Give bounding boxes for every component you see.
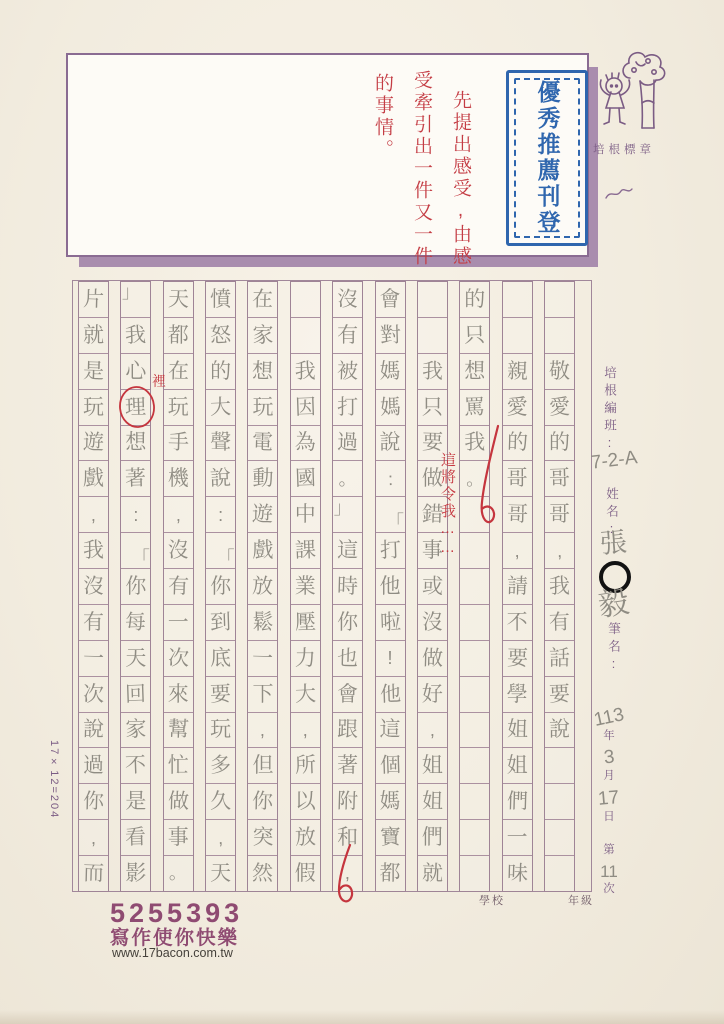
grid-cell (460, 676, 489, 712)
grid-cell: 幫 (164, 712, 193, 748)
grid-column-6 (332, 281, 363, 892)
grid-cell: 一 (79, 640, 108, 676)
grid-cell (503, 317, 532, 353)
grid-column-11 (120, 281, 151, 892)
grid-left-rule (72, 280, 73, 892)
grid-column-10 (163, 281, 194, 892)
grid-cell (291, 282, 320, 317)
red-insertion-text: 這將令我…… (439, 452, 456, 558)
grid-cell: 戲 (79, 460, 108, 496)
grid-cell: 不 (121, 747, 150, 783)
grid-cell: 姐 (418, 747, 447, 783)
grid-cell: 大 (291, 676, 320, 712)
bacon-badge-label: 培根標章 (593, 144, 655, 156)
grid-cell: 天 (121, 640, 150, 676)
grid-cell: 你 (79, 783, 108, 819)
grid-column-4 (417, 281, 448, 892)
grid-cell: 時 (333, 568, 362, 604)
teacher-comment-line-3: 的事情。 (372, 73, 393, 161)
grid-cell: 做 (418, 460, 447, 496)
grid-cell: 要 (545, 676, 574, 712)
grid-cell: 話 (545, 640, 574, 676)
grid-cell (460, 819, 489, 855)
grid-cell: 他 (376, 568, 405, 604)
name-label: 姓名: (604, 487, 619, 541)
grid-cell: 一 (248, 640, 277, 676)
grid-cell (545, 819, 574, 855)
grid-cell: 影 (121, 855, 150, 891)
grid-cell: 有 (545, 604, 574, 640)
grid-column-2 (502, 281, 533, 892)
grid-cell: 我 (291, 353, 320, 389)
footer-slogan: 寫作使你快樂 (110, 927, 240, 949)
grid-cell: 著 (333, 747, 362, 783)
grid-cell: 但 (248, 747, 277, 783)
grid-cell: 「 (121, 532, 150, 568)
grid-cell: 一 (503, 819, 532, 855)
grid-cell (460, 855, 489, 891)
grid-cell: 著 (121, 460, 150, 496)
red-correction-char: 裡 (152, 373, 166, 389)
grade-label: 年級 (568, 895, 594, 907)
grid-cell: 只 (418, 389, 447, 425)
grid-cell: 會 (333, 676, 362, 712)
grid-cell: 心 (121, 353, 150, 389)
grid-cell: 說 (545, 712, 574, 748)
grid-cell: 的 (206, 353, 235, 389)
grid-cell: 的 (503, 425, 532, 461)
grid-cell: 媽 (376, 783, 405, 819)
day-value: 17 (597, 786, 621, 810)
grid-cell: 有 (164, 568, 193, 604)
grid-cell (418, 317, 447, 353)
grid-cell: 壓 (291, 604, 320, 640)
grid-cell: 假 (291, 855, 320, 891)
session-value: 11 (600, 861, 618, 881)
class-value-handwritten: 7-2-A (589, 447, 639, 474)
grid-cell: 電 (248, 425, 277, 461)
grid-cell: 你 (121, 568, 150, 604)
grid-column-3 (459, 281, 490, 892)
grid-cell (545, 747, 574, 783)
grid-cell: 天 (206, 855, 235, 891)
grid-cell: 遊 (79, 425, 108, 461)
grid-cell: 都 (164, 317, 193, 353)
red-proofread-mark (458, 422, 506, 542)
grid-cell: 我 (121, 317, 150, 353)
grid-cell: 久 (206, 783, 235, 819)
grid-cell: 力 (291, 640, 320, 676)
grid-cell (460, 747, 489, 783)
grid-cell: 。 (164, 855, 193, 891)
grid-cell: 我 (460, 425, 489, 461)
grid-cell: 被 (333, 353, 362, 389)
grid-cell: 你 (206, 568, 235, 604)
grid-cell: 罵 (460, 389, 489, 425)
date-block (591, 704, 626, 901)
grid-cell: 寶 (376, 819, 405, 855)
grid-cell: , (79, 496, 108, 532)
grid-cell (545, 317, 574, 353)
grid-cell: 放 (291, 819, 320, 855)
red-mark-six (333, 843, 359, 909)
grid-cell: 過 (79, 747, 108, 783)
grid-cell: 看 (121, 819, 150, 855)
teacher-comment-line-1: 先提出感受,由感 (450, 90, 471, 268)
grid-cell: 學 (503, 676, 532, 712)
grid-cell: 在 (252, 287, 274, 312)
grid-cell: 就 (79, 317, 108, 353)
grid-cell: 所 (291, 747, 320, 783)
footer-url: www.17bacon.com.tw (112, 946, 233, 960)
stamp-text: 優秀推薦刊登 (534, 80, 561, 236)
grid-cell: 每 (121, 604, 150, 640)
grid-cell: 你 (248, 783, 277, 819)
stamp-inner-border (514, 78, 580, 238)
grid-cell: 們 (418, 819, 447, 855)
grid-cell: ! (376, 640, 405, 676)
grid-cell (291, 317, 320, 353)
name-char-1: 張 (598, 526, 629, 560)
grid-cell: 要 (206, 676, 235, 712)
grid-cell: 我 (418, 353, 447, 389)
grid-cell: 做 (418, 640, 447, 676)
grid-cell: 遊 (248, 496, 277, 532)
grid-cell: 也 (333, 640, 362, 676)
grid-cell: 好 (418, 676, 447, 712)
grid-column-1 (544, 281, 575, 892)
grid-cell: 玩 (79, 389, 108, 425)
grid-cell (460, 640, 489, 676)
grid-cell: 玩 (164, 389, 193, 425)
grid-cell: 只 (460, 317, 489, 353)
grid-cell: 是 (79, 353, 108, 389)
grid-cell: 憤 (210, 287, 232, 311)
grid-cell: 打 (333, 389, 362, 425)
grid-cell: 沒 (336, 287, 359, 312)
session-unit: 次 (603, 882, 615, 895)
grid-cell: 多 (206, 747, 235, 783)
month-value: 3 (602, 746, 616, 769)
teacher-initial-scribble (604, 186, 634, 202)
grid-cell: 說 (79, 712, 108, 748)
grid-cell: 哥 (545, 460, 574, 496)
grid-column-8 (247, 281, 278, 892)
grid-cell: 而 (79, 855, 108, 891)
grid-cell: 有 (79, 604, 108, 640)
grid-cell: : (121, 496, 150, 532)
grid-cell: 。 (333, 460, 362, 496)
grid-cell: , (291, 712, 320, 748)
grid-cell: 「 (376, 496, 405, 532)
grid-cell: 不 (503, 604, 532, 640)
grid-cell: 忙 (164, 747, 193, 783)
grid-cell: 親 (503, 353, 532, 389)
grid-cell: , (248, 712, 277, 748)
grid-cell: 下 (248, 676, 277, 712)
grid-cell: 家 (121, 712, 150, 748)
grid-cell: 玩 (248, 389, 277, 425)
grid-column-9 (205, 281, 236, 892)
grid-cell: 媽 (376, 353, 405, 389)
grid-cell: 想 (460, 353, 489, 389)
red-circle-correction (115, 383, 159, 431)
grid-cell: 姐 (418, 783, 447, 819)
grid-cell: , (206, 819, 235, 855)
grid-cell: 對 (376, 317, 405, 353)
grid-column-5 (375, 281, 406, 892)
grid-cell (545, 783, 574, 819)
grid-cell: 愛 (503, 389, 532, 425)
month-unit: 月 (603, 770, 615, 783)
grid-cell: 個 (376, 747, 405, 783)
grid-cell: 你 (333, 604, 362, 640)
grid-cell: 放 (248, 568, 277, 604)
grid-cell: 」 (121, 282, 140, 303)
grid-cell: 味 (503, 855, 532, 891)
grid-cell: 他 (376, 676, 405, 712)
grid-cell: 以 (291, 783, 320, 819)
grid-cell: 來 (164, 676, 193, 712)
grid-cell: 請 (503, 568, 532, 604)
grid-cell: 要 (503, 640, 532, 676)
grid-cell: 錯 (418, 496, 447, 532)
grid-cell: 為 (291, 425, 320, 461)
name-char-2: 毅 (595, 583, 632, 624)
grid-cell (460, 783, 489, 819)
grid-cell: 。 (460, 460, 489, 496)
penname-label: 筆名: (606, 622, 621, 676)
excellence-recommendation-stamp (506, 70, 588, 246)
grid-cell: 天 (167, 287, 190, 312)
grid-cell: 中 (291, 496, 320, 532)
bacon-badge-mascot-icon (596, 48, 668, 138)
grid-cell: 理 (121, 389, 150, 425)
grid-cell: 沒 (418, 604, 447, 640)
grid-cell: 哥 (545, 496, 574, 532)
grid-cell: 片 (82, 287, 105, 312)
grid-cell (503, 282, 532, 317)
grid-cell: : (206, 496, 235, 532)
grid-cell: 附 (333, 783, 362, 819)
footer-code: 5255393 (110, 898, 244, 928)
grid-cell: 姐 (503, 712, 532, 748)
grid-size-note: 17×12=204 (48, 740, 60, 820)
grid-cell: 有 (333, 317, 362, 353)
grid-cell: 們 (503, 783, 532, 819)
grid-cell: 沒 (79, 568, 108, 604)
grid-cell: 愛 (545, 389, 574, 425)
day-unit: 日 (603, 810, 615, 823)
grid-cell: 敬 (545, 353, 574, 389)
grid-cell: : (376, 460, 405, 496)
grid-cell: 媽 (376, 389, 405, 425)
grid-cell: 戲 (248, 532, 277, 568)
grid-column-12 (78, 281, 109, 892)
grid-cell: 次 (79, 676, 108, 712)
grid-cell: 到 (206, 604, 235, 640)
grid-cell (460, 604, 489, 640)
grid-cell: 想 (121, 425, 150, 461)
grid-cell: 一 (164, 604, 193, 640)
grid-cell (460, 712, 489, 748)
grid-cell: 手 (164, 425, 193, 461)
grid-cell: 然 (248, 855, 277, 891)
grid-cell: 因 (291, 389, 320, 425)
grid-cell: 業 (291, 568, 320, 604)
grid-cell: , (545, 532, 574, 568)
grid-cell (418, 282, 447, 317)
grid-cell: 底 (206, 640, 235, 676)
grid-cell: 就 (418, 855, 447, 891)
school-label: 學校 (479, 895, 505, 907)
grid-cell: 或 (418, 568, 447, 604)
grid-cell: 的 (545, 425, 574, 461)
grid-cell: 動 (248, 460, 277, 496)
grid-cell: 事 (418, 532, 447, 568)
grid-cell: 姐 (503, 747, 532, 783)
grid-cell: 在 (164, 353, 193, 389)
grid-cell: 說 (206, 460, 235, 496)
grid-column-7 (290, 281, 321, 892)
grid-cell: 事 (164, 819, 193, 855)
grid-cell (545, 282, 574, 317)
year-value: 113 (591, 704, 626, 731)
grid-cell: , (164, 496, 193, 532)
grid-cell: 國 (291, 460, 320, 496)
grid-right-rule (591, 280, 592, 892)
grid-cell: 哥 (503, 460, 532, 496)
grid-cell: 做 (164, 783, 193, 819)
grid-cell: 我 (79, 532, 108, 568)
grid-cell: 機 (164, 460, 193, 496)
grid-cell: 這 (376, 712, 405, 748)
grid-cell: 家 (248, 317, 277, 353)
grid-cell: , (503, 532, 532, 568)
grid-cell: 過 (333, 425, 362, 461)
grid-cell: 會 (379, 287, 401, 311)
grid-cell: 玩 (206, 712, 235, 748)
grid-cell: 怒 (206, 317, 235, 353)
session-label: 第 (603, 844, 615, 857)
grid-cell: , (79, 819, 108, 855)
grid-cell: 都 (376, 855, 405, 891)
grid-cell: 鬆 (248, 604, 277, 640)
grid-cell: 大 (206, 389, 235, 425)
grid-cell: 說 (376, 425, 405, 461)
class-label: 培根編班: (602, 366, 617, 455)
grid-cell (460, 568, 489, 604)
year-unit: 年 (603, 729, 615, 742)
grid-cell: 「 (206, 532, 235, 568)
grid-cell: 我 (545, 568, 574, 604)
grid-cell: , (333, 855, 362, 891)
grid-cell: 要 (418, 425, 447, 461)
grid-cell: 想 (248, 353, 277, 389)
grid-cell: 啦 (376, 604, 405, 640)
grid-cell: 的 (464, 287, 486, 311)
teacher-comment-line-2: 受牽引出一件又一件 (411, 70, 432, 268)
grid-cell: 」 (333, 496, 362, 532)
grid-cell: , (418, 712, 447, 748)
grid-cell: 和 (333, 819, 362, 855)
grid-cell: 次 (164, 640, 193, 676)
grid-cell: 這 (333, 532, 362, 568)
grid-cell: 沒 (164, 532, 193, 568)
grid-cell (545, 855, 574, 891)
grid-cell: 聲 (206, 425, 235, 461)
grid-cell: 跟 (333, 712, 362, 748)
grid-cell: 哥 (503, 496, 532, 532)
grid-cell: 課 (291, 532, 320, 568)
grid-cell: 打 (376, 532, 405, 568)
grid-cell: 是 (121, 783, 150, 819)
grid-cell: 回 (121, 676, 150, 712)
grid-cell: 突 (248, 819, 277, 855)
